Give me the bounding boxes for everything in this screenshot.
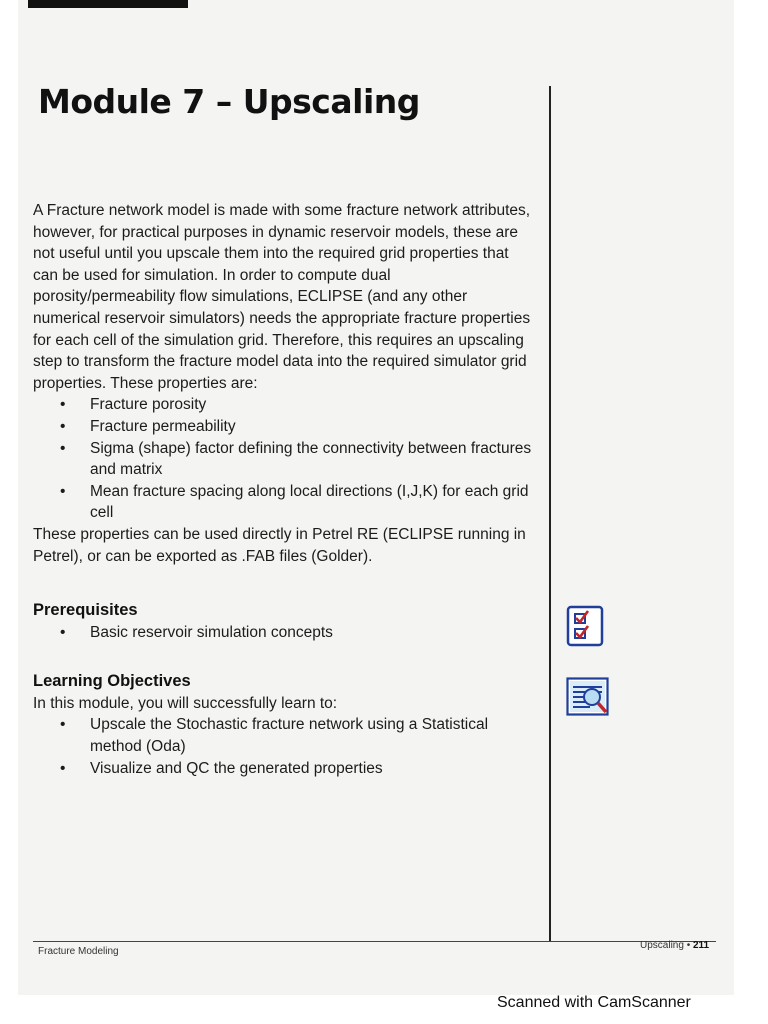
checklist-icon [566, 605, 604, 647]
top-edge-bar [28, 0, 188, 8]
footer-page-label: Upscaling • 211 [640, 940, 710, 951]
page-number: 211 [692, 940, 710, 951]
export-paragraph: These properties can be used directly in Petrel RE (ECLIPSE running in Petrel), or can be exported as .FAB files (Golder). [33, 525, 526, 565]
list-item: • Fracture permeability [60, 417, 236, 435]
list-item: • Mean fracture spacing along local directions (I,J,K) for each grid cell [60, 482, 529, 522]
properties-list [33, 394, 533, 524]
scanner-watermark: Scanned with CamScanner [497, 994, 691, 1011]
prerequisites-list [33, 622, 533, 644]
list-item: • Sigma (shape) factor defining the connectivity between fractures and matrix [60, 439, 532, 479]
prerequisites-heading: Prerequisites [33, 601, 138, 620]
intro-paragraph: A Fracture network model is made with some fracture network attributes, however, for practical purposes in dynamic reservoir models, these are not useful until you upscale them into the required grid properties that can be used for simulation. In order to compute dual porosity/permeability flow simulations, ECLIPSE (and any other numerical reservoir simulators) needs the appropriate fracture properties for each cell of the simulation grid. Therefore, this requires an upscaling step to transform the fracture model data into the required simulator grid properties. These properties are: [33, 202, 531, 392]
list-item: • Visualize and QC the generated properties [60, 759, 383, 777]
margin-divider [549, 86, 551, 942]
objectives-heading: Learning Objectives [33, 672, 191, 691]
page-title: Module 7 – Upscaling [38, 82, 420, 121]
footer-rule [33, 941, 716, 942]
list-item: • Basic reservoir simulation concepts [60, 623, 333, 641]
objectives-list [33, 714, 533, 779]
footer-course-name: Fracture Modeling [38, 946, 119, 957]
document-magnifier-icon [566, 677, 612, 719]
main-content [33, 200, 533, 779]
list-item: • Upscale the Stochastic fracture network using a Statistical method (Oda) [60, 716, 489, 756]
objectives-intro: In this module, you will successfully learn to: [33, 694, 338, 712]
list-item: • Fracture porosity [60, 396, 207, 414]
